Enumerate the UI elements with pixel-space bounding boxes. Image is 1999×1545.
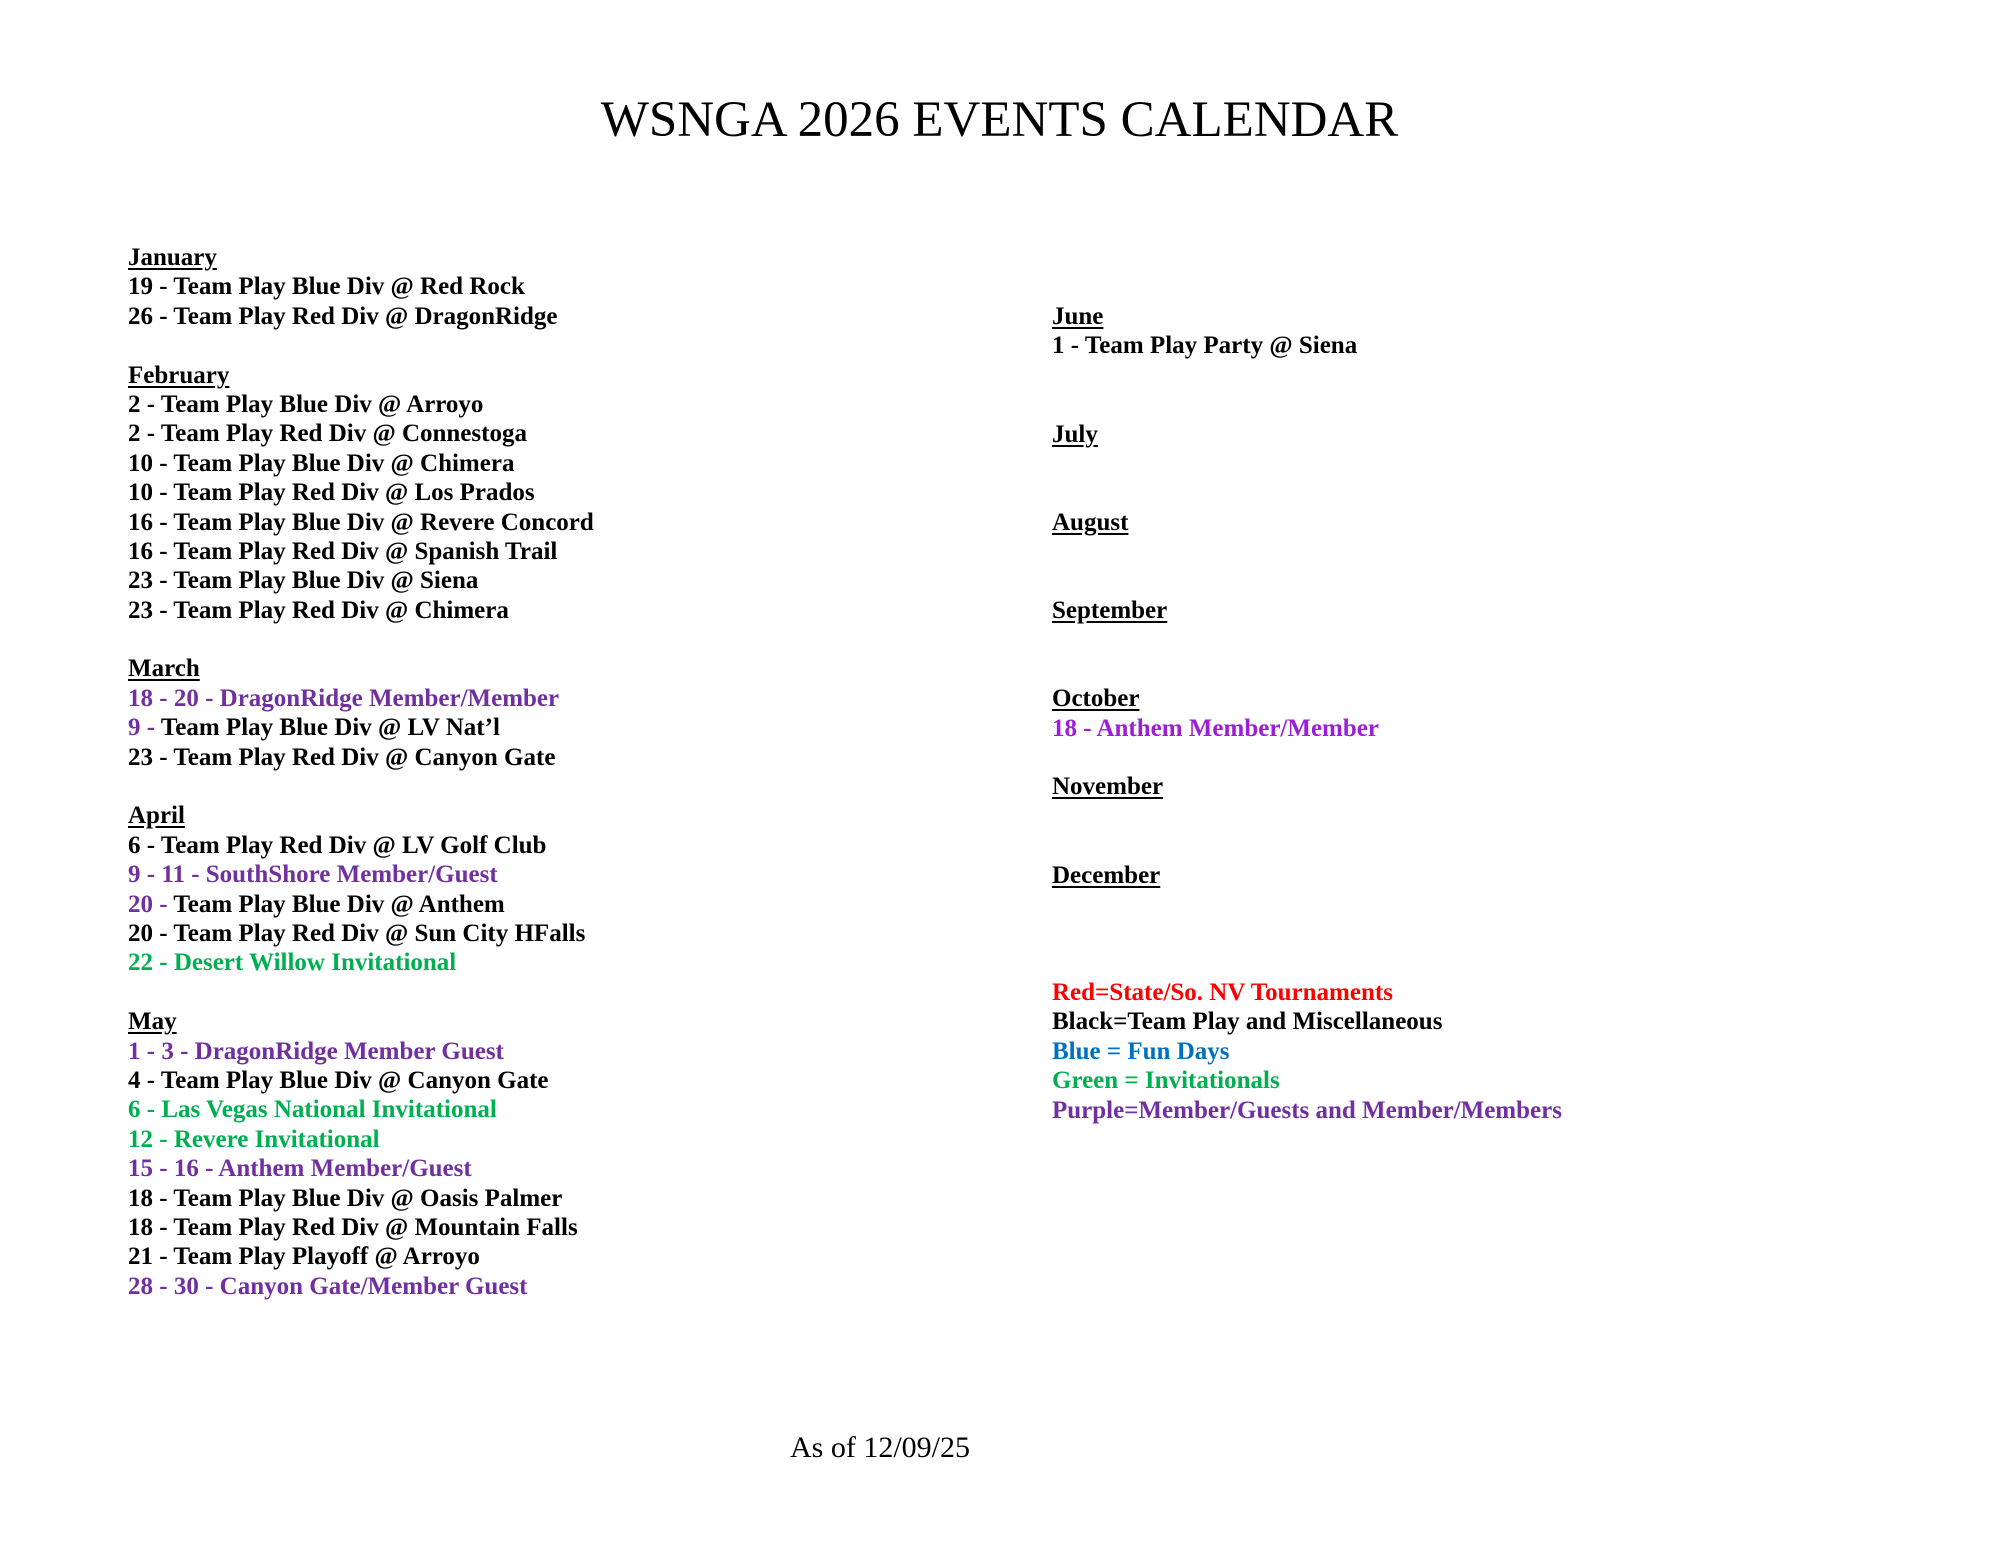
event-may-8: 21 - Team Play Playoff @ Arroyo <box>128 1243 480 1271</box>
event-apr-1: 6 - Team Play Red Div @ LV Golf Club <box>128 831 547 859</box>
event-feb-1: 2 - Team Play Blue Div @ Arroyo <box>128 390 484 418</box>
event-may-3: 6 - Las Vegas National Invitational <box>128 1096 497 1124</box>
as-of-date: As of 12/09/25 <box>790 1431 970 1464</box>
event-oct-1: 18 - Anthem Member/Member <box>1052 714 1379 742</box>
event-may-5: 15 - 16 - Anthem Member/Guest <box>128 1155 472 1183</box>
event-feb-8: 23 - Team Play Red Div @ Chimera <box>128 596 509 624</box>
event-apr-4: 20 - Team Play Red Div @ Sun City HFalls <box>128 919 586 947</box>
event-feb-5: 16 - Team Play Blue Div @ Revere Concord <box>128 508 594 536</box>
left-column <box>128 243 948 1301</box>
page-title: WSNGA 2026 EVENTS CALENDAR <box>600 92 1399 148</box>
event-apr-3-date: 20 - <box>128 890 174 918</box>
month-march: March <box>128 655 200 683</box>
month-october: October <box>1052 685 1140 713</box>
month-may: May <box>128 1008 177 1036</box>
legend-red: Red=State/So. NV Tournaments <box>1052 979 1393 1007</box>
legend-green: Green = Invitationals <box>1052 1067 1280 1095</box>
month-november: November <box>1052 773 1164 801</box>
event-feb-2: 2 - Team Play Red Div @ Connestoga <box>128 420 527 448</box>
event-apr-3 <box>128 890 948 919</box>
event-apr-3-text: Team Play Blue Div @ Anthem <box>173 890 505 918</box>
month-july: July <box>1052 420 1098 448</box>
event-feb-3: 10 - Team Play Blue Div @ Chimera <box>128 449 515 477</box>
event-mar-1: 18 - 20 - DragonRidge Member/Member <box>128 684 560 712</box>
event-feb-4: 10 - Team Play Red Div @ Los Prados <box>128 479 535 507</box>
legend-black: Black=Team Play and Miscellaneous <box>1052 1008 1443 1036</box>
month-september: September <box>1052 596 1168 624</box>
event-may-9: 28 - 30 - Canyon Gate/Member Guest <box>128 1272 528 1300</box>
event-may-7: 18 - Team Play Red Div @ Mountain Falls <box>128 1213 578 1241</box>
event-mar-2-text: Team Play Blue Div @ LV Nat’l <box>160 714 500 742</box>
event-apr-5: 22 - Desert Willow Invitational <box>128 949 457 977</box>
event-may-4: 12 - Revere Invitational <box>128 1125 380 1153</box>
event-jun-1: 1 - Team Play Party @ Siena <box>1052 332 1358 360</box>
event-mar-2-date: 9 - <box>128 714 161 742</box>
month-april: April <box>128 802 185 830</box>
month-december: December <box>1052 861 1161 889</box>
event-jan-1: 19 - Team Play Blue Div @ Red Rock <box>128 273 525 301</box>
event-may-2: 4 - Team Play Blue Div @ Canyon Gate <box>128 1066 549 1094</box>
legend-blue: Blue = Fun Days <box>1052 1037 1230 1065</box>
event-jan-2: 26 - Team Play Red Div @ DragonRidge <box>128 302 558 330</box>
event-may-1: 1 - 3 - DragonRidge Member Guest <box>128 1037 504 1065</box>
legend-purple: Purple=Member/Guests and Member/Members <box>1052 1096 1562 1124</box>
month-august: August <box>1052 508 1129 536</box>
event-apr-2: 9 - 11 - SouthShore Member/Guest <box>128 861 498 889</box>
event-mar-2 <box>128 713 948 742</box>
month-january: January <box>128 244 217 271</box>
month-february: February <box>128 361 230 389</box>
event-may-6: 18 - Team Play Blue Div @ Oasis Palmer <box>128 1184 563 1212</box>
event-feb-6: 16 - Team Play Red Div @ Spanish Trail <box>128 537 558 565</box>
month-june: June <box>1052 303 1104 330</box>
event-feb-7: 23 - Team Play Blue Div @ Siena <box>128 567 479 595</box>
event-mar-3: 23 - Team Play Red Div @ Canyon Gate <box>128 743 556 771</box>
right-column <box>1052 302 1832 1125</box>
